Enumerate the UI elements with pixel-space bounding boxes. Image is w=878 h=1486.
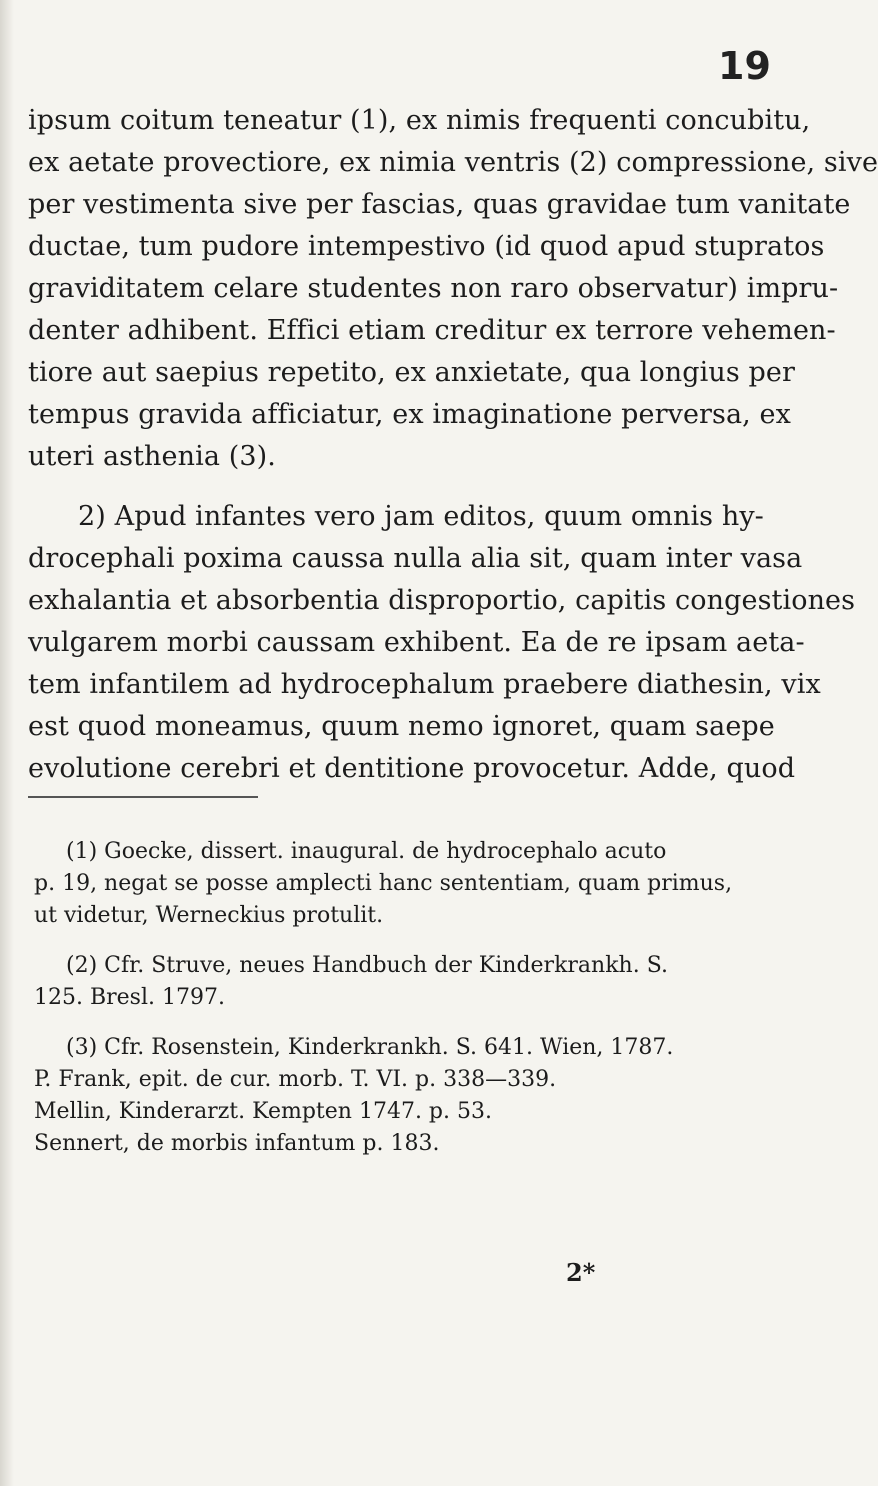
footnote-line: (2) Cfr. Struve, neues Handbuch der Kinderkrankh. S. — [66, 953, 668, 978]
footnote-divider — [28, 796, 258, 798]
text-line: uteri asthenia (3). — [28, 441, 276, 472]
text-line: tempus gravida afficiatur, ex imaginatione perversa, ex — [28, 399, 791, 430]
text-line: per vestimenta sive per fascias, quas gravidae tum vanitate — [28, 189, 851, 220]
footnote-line: ut videtur, Werneckius protulit. — [34, 903, 384, 928]
footnote-line: Mellin, Kinderarzt. Kempten 1747. p. 53. — [34, 1099, 492, 1124]
footnote-line: p. 19, negat se posse amplecti hanc sententiam, quam primus, — [34, 871, 733, 896]
footnotes — [34, 836, 774, 1160]
text-line: ipsum coitum teneatur (1), ex nimis frequenti concubitu, — [28, 105, 811, 136]
text-line: ductae, tum pudore intempestivo (id quod apud stupratos — [28, 231, 825, 262]
main-text — [28, 100, 878, 790]
footnote-line: 125. Bresl. 1797. — [34, 985, 225, 1010]
text-line: tiore aut saepius repetito, ex anxietate, qua longius per — [28, 357, 796, 388]
text-line: ex aetate provectiore, ex nimia ventris (2) compressione, sive — [28, 147, 878, 178]
footnote-line: Sennert, de morbis infantum p. 183. — [34, 1131, 440, 1156]
footnote-line: (1) Goecke, dissert. inaugural. de hydrocephalo acuto — [66, 839, 667, 864]
text-line: vulgarem morbi caussam exhibent. Ea de re ipsam aeta- — [28, 627, 805, 658]
text-line: 2) Apud infantes vero jam editos, quum omnis hy- — [78, 501, 764, 532]
page-number: 19 — [718, 44, 771, 88]
text-line: exhalantia et absorbentia disproportio, capitis congestiones — [28, 585, 856, 616]
binding-shadow — [0, 0, 14, 1486]
text-line: est quod moneamus, quum nemo ignoret, quam saepe — [28, 711, 775, 742]
footnote-line: (3) Cfr. Rosenstein, Kinderkrankh. S. 641. Wien, 1787. — [66, 1035, 674, 1060]
text-line: evolutione cerebri et dentitione provocetur. Adde, quod — [28, 753, 796, 784]
text-line: graviditatem celare studentes non raro observatur) impru- — [28, 273, 839, 304]
text-line: denter adhibent. Effici etiam creditur ex terrore vehemen- — [28, 315, 836, 346]
text-line: drocephali poxima caussa nulla alia sit, quam inter vasa — [28, 543, 803, 574]
text-line: tem infantilem ad hydrocephalum praebere diathesin, vix — [28, 669, 821, 700]
signature-mark: 2* — [566, 1258, 596, 1287]
footnote-line: P. Frank, epit. de cur. morb. T. VI. p. 338—339. — [34, 1067, 557, 1092]
